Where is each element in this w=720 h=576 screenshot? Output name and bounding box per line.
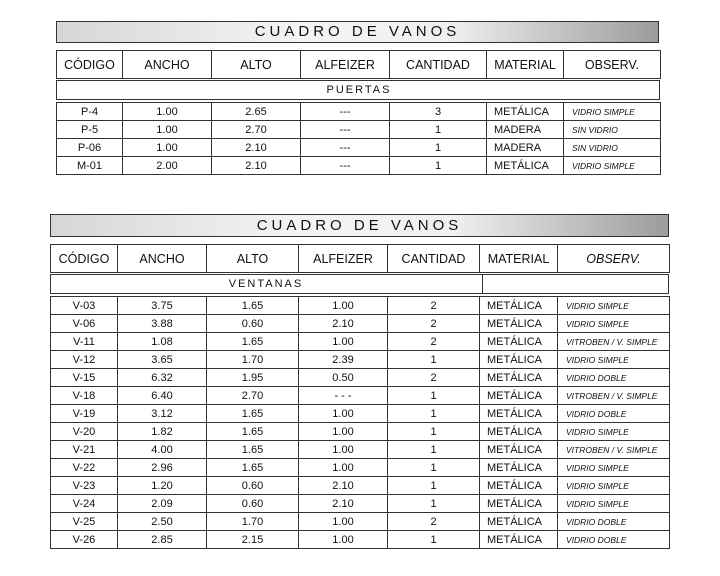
cell-cantidad: 1 (390, 157, 487, 175)
cell-codigo: V-19 (51, 405, 118, 423)
table-row (51, 441, 670, 459)
cell-alfeizer: --- (301, 121, 390, 139)
cell-observ: VIDRIO DOBLE (558, 405, 670, 423)
cell-alto: 2.65 (212, 103, 301, 121)
cell-alfeizer: 1.00 (299, 297, 388, 315)
ventanas-title: CUADRO DE VANOS (50, 214, 669, 237)
cell-alto: 2.70 (212, 121, 301, 139)
cell-alto: 0.60 (207, 315, 299, 333)
cell-material: METÁLICA (487, 103, 564, 121)
cell-alto: 2.15 (207, 531, 299, 549)
cell-material: METÁLICA (480, 441, 558, 459)
cell-cantidad: 1 (388, 387, 480, 405)
cell-alfeizer: 1.00 (299, 405, 388, 423)
cell-material: METÁLICA (480, 531, 558, 549)
table-row (51, 333, 670, 351)
cell-observ: VITROBEN / V. SIMPLE (558, 387, 670, 405)
cell-observ: VIDRIO SIMPLE (564, 157, 661, 175)
cell-cantidad: 2 (388, 297, 480, 315)
cell-codigo: V-15 (51, 369, 118, 387)
table-row (51, 513, 670, 531)
cell-material: METÁLICA (480, 315, 558, 333)
cell-cantidad: 1 (388, 405, 480, 423)
cell-codigo: V-25 (51, 513, 118, 531)
cell-observ: VIDRIO SIMPLE (558, 315, 670, 333)
cell-alfeizer: --- (301, 139, 390, 157)
puertas-title: CUADRO DE VANOS (56, 21, 659, 43)
cell-codigo: V-06 (51, 315, 118, 333)
cell-material: MADERA (487, 139, 564, 157)
cell-observ: VIDRIO SIMPLE (558, 297, 670, 315)
cell-observ: VITROBEN / V. SIMPLE (558, 441, 670, 459)
cell-ancho: 3.88 (118, 315, 207, 333)
header-material: MATERIAL (480, 245, 558, 273)
cell-observ: SIN VIDRIO (564, 121, 661, 139)
cell-material: MADERA (487, 121, 564, 139)
cell-material: METÁLICA (480, 297, 558, 315)
table-row (51, 405, 670, 423)
cell-ancho: 6.40 (118, 387, 207, 405)
table-row (51, 423, 670, 441)
cell-codigo: V-12 (51, 351, 118, 369)
cell-observ: VIDRIO SIMPLE (564, 103, 661, 121)
puertas-header-row (56, 50, 661, 79)
cell-alfeizer: 2.10 (299, 495, 388, 513)
cell-ancho: 2.09 (118, 495, 207, 513)
table-row (51, 477, 670, 495)
cell-cantidad: 1 (388, 477, 480, 495)
cell-alto: 1.65 (207, 405, 299, 423)
cell-ancho: 1.08 (118, 333, 207, 351)
cell-codigo: V-23 (51, 477, 118, 495)
header-alto: ALTO (207, 245, 299, 273)
cell-alto: 1.95 (207, 369, 299, 387)
cell-material: METÁLICA (480, 369, 558, 387)
cell-cantidad: 1 (388, 441, 480, 459)
cell-alfeizer: 1.00 (299, 333, 388, 351)
cell-codigo: V-24 (51, 495, 118, 513)
cell-cantidad: 2 (388, 513, 480, 531)
ventanas-header-row (50, 244, 670, 273)
header-alto: ALTO (212, 51, 301, 79)
cell-cantidad: 1 (390, 121, 487, 139)
cell-codigo: V-11 (51, 333, 118, 351)
header-ancho: ANCHO (118, 245, 207, 273)
cell-material: METÁLICA (480, 387, 558, 405)
table-row (57, 157, 661, 175)
cell-ancho: 1.00 (123, 103, 212, 121)
cell-observ: VIDRIO SIMPLE (558, 351, 670, 369)
cell-cantidad: 1 (388, 423, 480, 441)
header-observ: OBSERV. (564, 51, 661, 79)
cell-alfeizer: 2.10 (299, 315, 388, 333)
header-codigo: CÓDIGO (57, 51, 123, 79)
cell-alto: 1.65 (207, 441, 299, 459)
cell-alto: 0.60 (207, 495, 299, 513)
cell-material: METÁLICA (480, 513, 558, 531)
table-row (51, 531, 670, 549)
cell-codigo: M-01 (57, 157, 123, 175)
table-row (51, 495, 670, 513)
cell-alto: 1.65 (207, 423, 299, 441)
table-row (51, 351, 670, 369)
cell-codigo: P-4 (57, 103, 123, 121)
header-codigo: CÓDIGO (51, 245, 118, 273)
cell-codigo: P-5 (57, 121, 123, 139)
cell-alfeizer: 1.00 (299, 531, 388, 549)
cell-cantidad: 1 (390, 139, 487, 157)
cell-material: METÁLICA (480, 333, 558, 351)
table-row (57, 103, 661, 121)
cell-observ: VIDRIO DOBLE (558, 513, 670, 531)
cell-alto: 2.70 (207, 387, 299, 405)
cell-alfeizer: 2.10 (299, 477, 388, 495)
table-row (51, 387, 670, 405)
cell-ancho: 3.75 (118, 297, 207, 315)
cell-alfeizer: 0.50 (299, 369, 388, 387)
cell-cantidad: 1 (388, 495, 480, 513)
cell-material: METÁLICA (480, 477, 558, 495)
cell-cantidad: 1 (388, 351, 480, 369)
cell-observ: VIDRIO SIMPLE (558, 459, 670, 477)
cell-ancho: 2.96 (118, 459, 207, 477)
cell-alfeizer: 1.00 (299, 513, 388, 531)
cell-alfeizer: --- (301, 157, 390, 175)
cell-alto: 2.10 (212, 157, 301, 175)
cell-codigo: V-22 (51, 459, 118, 477)
ventanas-section-label (50, 274, 669, 294)
header-alfeizer: ALFEIZER (299, 245, 388, 273)
cell-ancho: 2.85 (118, 531, 207, 549)
ventanas-section-divider (482, 275, 483, 293)
cell-ancho: 4.00 (118, 441, 207, 459)
cell-observ: SIN VIDRIO (564, 139, 661, 157)
cell-material: METÁLICA (480, 423, 558, 441)
cell-material: METÁLICA (480, 351, 558, 369)
ventanas-body (50, 296, 670, 549)
header-cantidad: CANTIDAD (390, 51, 487, 79)
cell-cantidad: 3 (390, 103, 487, 121)
cell-ancho: 3.65 (118, 351, 207, 369)
cell-codigo: V-26 (51, 531, 118, 549)
cell-ancho: 1.82 (118, 423, 207, 441)
cell-material: METÁLICA (480, 459, 558, 477)
header-cantidad: CANTIDAD (388, 245, 480, 273)
cell-cantidad: 2 (388, 369, 480, 387)
table-row (51, 459, 670, 477)
puertas-section-text: PUERTAS (326, 84, 392, 96)
puertas-section-label (56, 80, 660, 100)
cell-alfeizer: --- (301, 103, 390, 121)
cell-cantidad: 1 (388, 531, 480, 549)
table-row (57, 121, 661, 139)
cell-ancho: 1.20 (118, 477, 207, 495)
cell-observ: VIDRIO SIMPLE (558, 477, 670, 495)
cell-codigo: V-20 (51, 423, 118, 441)
cell-observ: VIDRIO SIMPLE (558, 495, 670, 513)
cell-cantidad: 2 (388, 333, 480, 351)
cell-alfeizer: 2.39 (299, 351, 388, 369)
header-alfeizer: ALFEIZER (301, 51, 390, 79)
table-row (51, 369, 670, 387)
cell-material: METÁLICA (480, 495, 558, 513)
cell-observ: VIDRIO SIMPLE (558, 423, 670, 441)
cell-alto: 1.65 (207, 297, 299, 315)
cell-alto: 1.70 (207, 351, 299, 369)
header-material: MATERIAL (487, 51, 564, 79)
cell-codigo: V-21 (51, 441, 118, 459)
cell-observ: VIDRIO DOBLE (558, 531, 670, 549)
cell-alfeizer: 1.00 (299, 423, 388, 441)
cell-observ: VITROBEN / V. SIMPLE (558, 333, 670, 351)
cell-codigo: V-18 (51, 387, 118, 405)
cell-cantidad: 2 (388, 315, 480, 333)
cell-alfeizer: - - - (299, 387, 388, 405)
ventanas-section-text: VENTANAS (228, 278, 304, 290)
table-row (57, 139, 661, 157)
cell-codigo: P-06 (57, 139, 123, 157)
cell-alfeizer: 1.00 (299, 459, 388, 477)
cell-cantidad: 1 (388, 459, 480, 477)
cell-ancho: 1.00 (123, 139, 212, 157)
cell-ancho: 2.50 (118, 513, 207, 531)
cell-material: METÁLICA (480, 405, 558, 423)
cell-alto: 1.70 (207, 513, 299, 531)
header-ancho: ANCHO (123, 51, 212, 79)
cell-observ: VIDRIO DOBLE (558, 369, 670, 387)
header-observ: OBSERV. (558, 245, 670, 273)
table-row (51, 297, 670, 315)
cell-material: METÁLICA (487, 157, 564, 175)
cell-ancho: 1.00 (123, 121, 212, 139)
cell-alto: 1.65 (207, 459, 299, 477)
cell-alto: 2.10 (212, 139, 301, 157)
cell-alto: 0.60 (207, 477, 299, 495)
table-row (51, 315, 670, 333)
cell-ancho: 2.00 (123, 157, 212, 175)
cell-ancho: 6.32 (118, 369, 207, 387)
cell-codigo: V-03 (51, 297, 118, 315)
puertas-body (56, 102, 661, 175)
cell-alto: 1.65 (207, 333, 299, 351)
cell-alfeizer: 1.00 (299, 441, 388, 459)
cell-ancho: 3.12 (118, 405, 207, 423)
